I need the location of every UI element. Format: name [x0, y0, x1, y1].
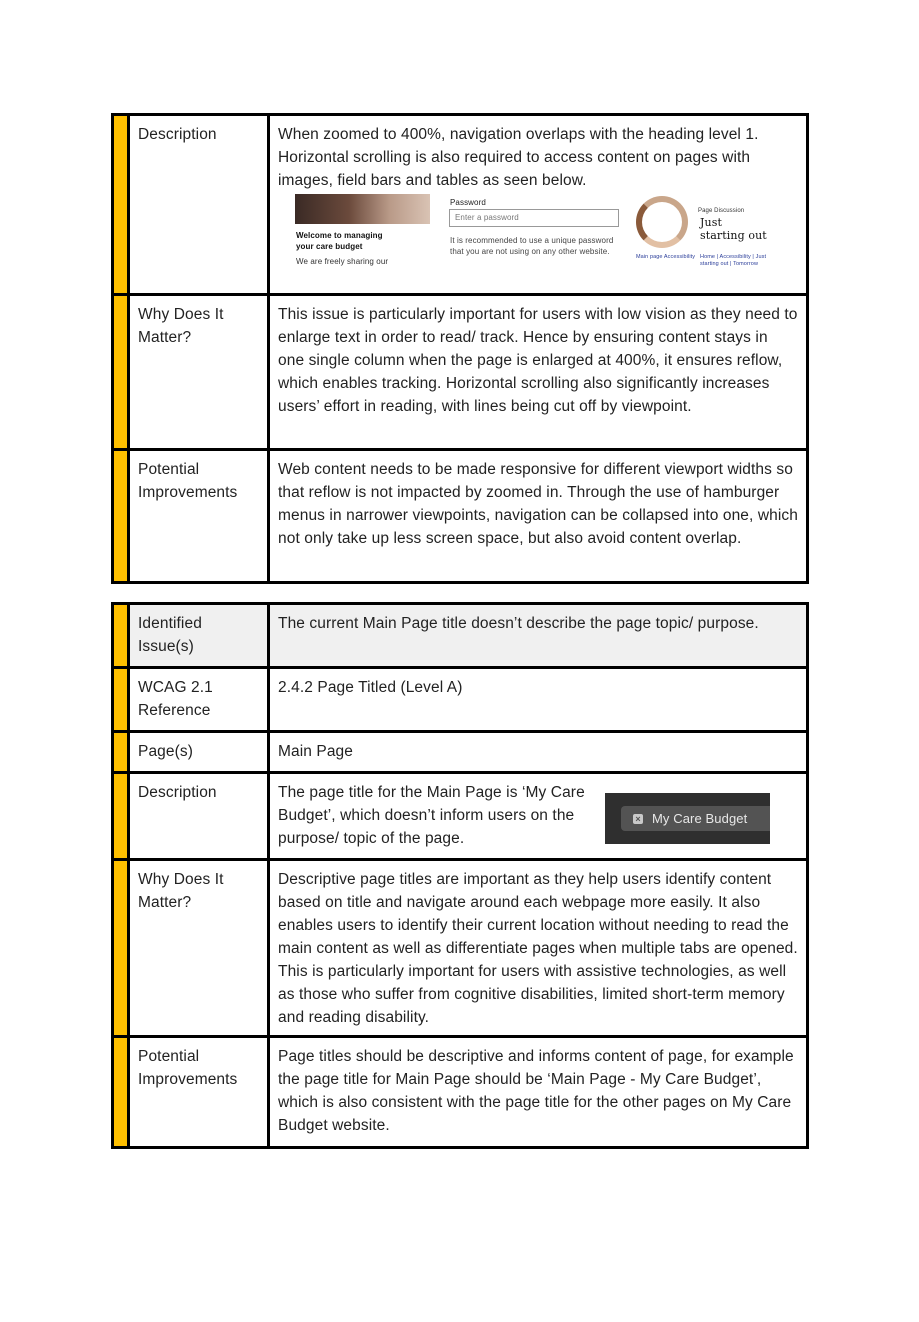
row-content: Page titles should be descriptive and informs content of page, for example the page title for Main Page should be ‘Main Page - My Care Budget’, which is also consistent with the page title for the other pages on My Care Budget website. — [269, 1037, 808, 1148]
row-label: Page(s) — [129, 732, 269, 773]
welcome-screenshot — [295, 194, 430, 272]
welcome-line-2: your care budget — [296, 242, 363, 251]
password-field: Enter a password — [449, 209, 619, 227]
table-row — [113, 1037, 808, 1148]
overlapping-heading: Just starting out — [700, 216, 767, 242]
table-row — [113, 860, 808, 1037]
row-label: Potential Improvements — [129, 1037, 269, 1148]
zoom-screenshots — [278, 194, 798, 276]
accent-bar — [113, 450, 129, 583]
row-content: 2.4.2 Page Titled (Level A) — [269, 668, 808, 732]
password-screenshot — [449, 194, 619, 272]
row-content: This issue is particularly important for users with low vision as they need to enlarge text in order to read/ track. Hence by ensuring content stays in one single column when the page is enlarged at 400%, it ensures reflow, which enables tracking. Horizontal scrolling also significantly increases users’ effort in reading, with lines being cut off by viewpoint. — [269, 295, 808, 450]
row-label: WCAG 2.1 Reference — [129, 668, 269, 732]
accent-bar — [113, 732, 129, 773]
issue-table-reflow — [111, 113, 809, 584]
logo-ring-image — [636, 196, 688, 248]
row-content — [269, 115, 808, 295]
accent-bar — [113, 604, 129, 668]
row-content: Web content needs to be made responsive for different viewport widths so that reflow is not impacted by zoomed in. Through the use of hamburger menus in narrower viewpoints, navigation can be collapsed into one, which not only take up less screen space, but also avoid content overlap. — [269, 450, 808, 583]
close-icon: × — [633, 814, 643, 824]
row-label: Why Does It Matter? — [129, 860, 269, 1037]
table-row — [113, 295, 808, 450]
password-label: Password — [450, 198, 486, 207]
breadcrumb-links: Home | Accessibility | Just starting out | Tomorrow — [700, 254, 767, 267]
table-row — [113, 732, 808, 773]
welcome-line-1: Welcome to managing — [296, 231, 383, 240]
row-content — [269, 773, 808, 860]
row-label: Why Does It Matter? — [129, 295, 269, 450]
row-label: Description — [129, 773, 269, 860]
row-content: Descriptive page titles are important as they help users identify content based on title and navigate around each webpage more easily. It also enables users to identify their current location without needing to read the main content as well as differentiate pages when multiple tabs are opened. This is particularly important for users with assistive technologies, as well as those who suffer from cognitive disabilities, limited short-term memory and reading disability. — [269, 860, 808, 1037]
browser-tab-title: My Care Budget — [652, 811, 748, 826]
table-row — [113, 115, 808, 295]
page-tabs: Page Discussion — [698, 208, 745, 214]
accent-bar — [113, 115, 129, 295]
password-hint: It is recommended to use a unique password that you are not using on any other website. — [450, 236, 614, 256]
accent-bar — [113, 1037, 129, 1148]
browser-tab-screenshot — [605, 793, 770, 844]
accent-bar — [113, 295, 129, 450]
table-row — [113, 450, 808, 583]
heading-overlap-screenshot — [632, 194, 772, 272]
row-label: Potential Improvements — [129, 450, 269, 583]
accent-bar — [113, 773, 129, 860]
row-label: Description — [129, 115, 269, 295]
description-text: The page title for the Main Page is ‘My Care Budget’, which doesn’t inform users on the purpose/ topic of the page. — [278, 784, 585, 847]
issue-table-page-title — [111, 602, 809, 1149]
nav-links-left: Main page Accessibility — [636, 254, 696, 260]
table-row — [113, 604, 808, 668]
welcome-line-3: We are freely sharing our — [296, 257, 389, 266]
table-row — [113, 668, 808, 732]
hero-photo — [295, 194, 430, 224]
row-content: Main Page — [269, 732, 808, 773]
accent-bar — [113, 860, 129, 1037]
description-text: When zoomed to 400%, navigation overlaps with the heading level 1. Horizontal scrolling is also required to access content on pages with images, field bars and tables as seen below. — [278, 126, 759, 189]
accent-bar — [113, 668, 129, 732]
row-content: The current Main Page title doesn’t describe the page topic/ purpose. — [269, 604, 808, 668]
row-label: Identified Issue(s) — [129, 604, 269, 668]
table-row — [113, 773, 808, 860]
